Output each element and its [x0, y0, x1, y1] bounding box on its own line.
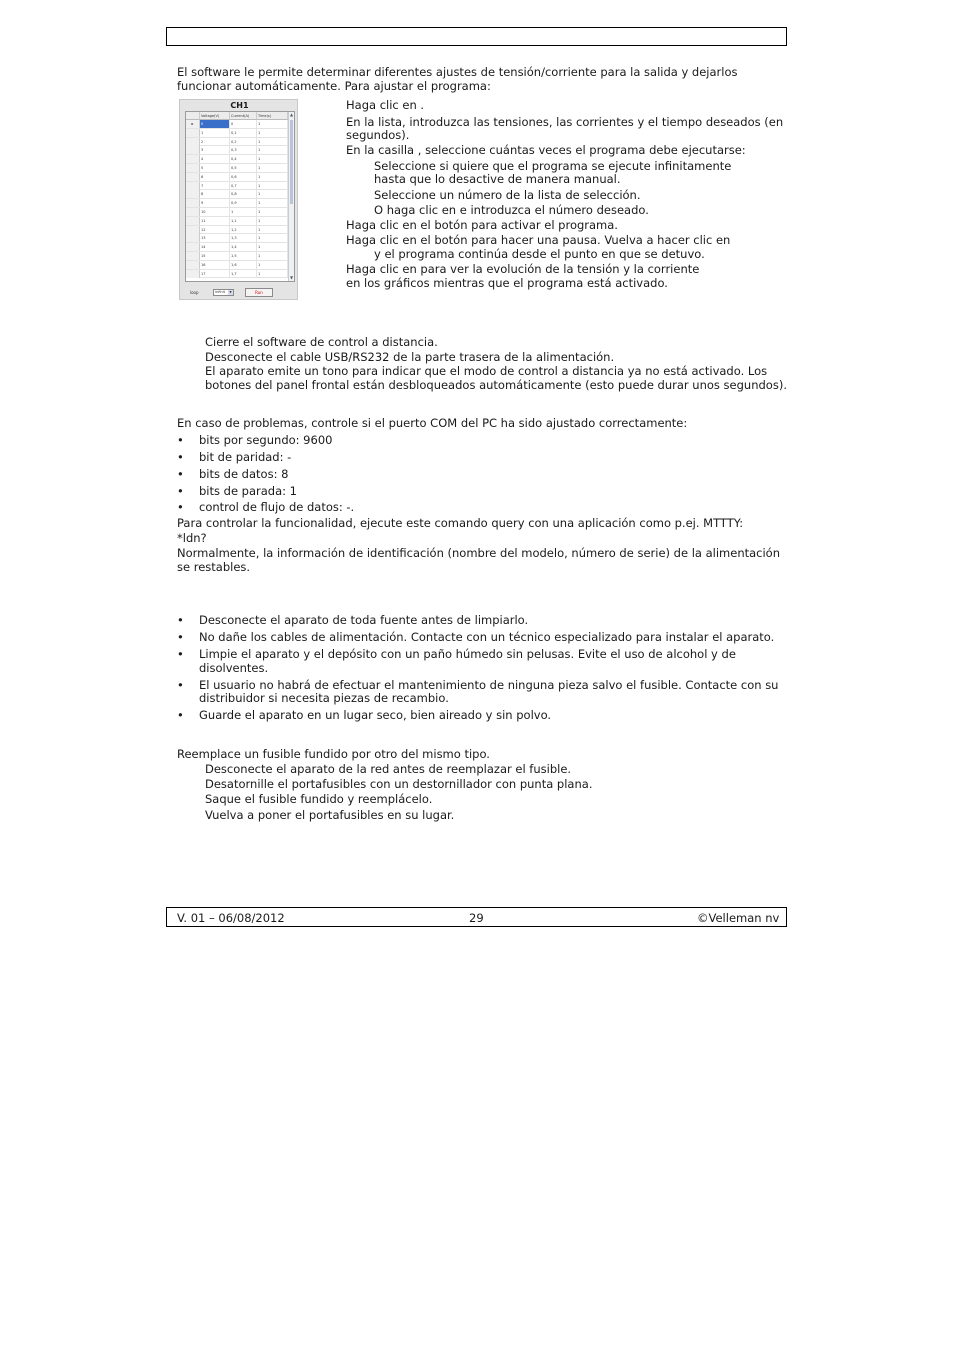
query-instruction: Para controlar la funcionalidad, ejecute este comando query con una aplicación como p.ej. MTTTY:: [177, 516, 744, 530]
table-row[interactable]: [186, 146, 288, 155]
com-setting-item: • bits por segundo: 9600: [199, 433, 332, 447]
table-row[interactable]: [186, 120, 288, 129]
maintenance-item-cont: distribuidor si necesita piezas de recambio.: [199, 691, 449, 705]
table-row[interactable]: [186, 217, 288, 226]
table-cell[interactable]: 1,7: [230, 270, 257, 278]
row-header[interactable]: [186, 129, 200, 137]
com-setting-item: • bits de parada: 1: [199, 484, 297, 498]
table-row[interactable]: [186, 252, 288, 261]
row-header[interactable]: [186, 190, 200, 198]
table-row[interactable]: [186, 208, 288, 217]
table-row[interactable]: [186, 261, 288, 270]
step-6-cont: en los gráficos mientras que el programa está activado.: [346, 276, 668, 290]
table-cell[interactable]: 1,3: [230, 234, 257, 242]
column-header-voltage: Voltage(V): [200, 112, 230, 120]
table-row[interactable]: [186, 173, 288, 182]
query-command: *ldn?: [177, 531, 207, 545]
table-cell[interactable]: 3: [200, 146, 230, 154]
row-header[interactable]: ▸: [186, 120, 200, 128]
table-cell[interactable]: 0,6: [230, 173, 257, 181]
table-cell[interactable]: 14: [200, 243, 230, 251]
intro-line-1: El software le permite determinar diferentes ajustes de tensión/corriente para la salida y dejarlos: [177, 65, 738, 79]
table-cell[interactable]: 7: [200, 182, 230, 190]
maintenance-item-cont: disolventes.: [199, 661, 269, 675]
table-cell[interactable]: 0,1: [230, 129, 257, 137]
com-setting-item: • bits de datos: 8: [199, 467, 288, 481]
scrollbar-thumb[interactable]: [290, 120, 293, 204]
table-cell[interactable]: 1,2: [230, 226, 257, 234]
table-cell[interactable]: 0,7: [230, 182, 257, 190]
table-cell[interactable]: 1: [200, 129, 230, 137]
table-cell[interactable]: 0,3: [230, 146, 257, 154]
chevron-down-icon[interactable]: ▼: [229, 290, 232, 294]
step-5: Haga clic en el botón para hacer una pausa. Vuelva a hacer clic en: [346, 233, 731, 247]
fuse-step-1: Desconecte el aparato de la red antes de reemplazar el fusible.: [205, 762, 572, 776]
footer-page-number: 29: [469, 911, 484, 925]
step-3a: Seleccione si quiere que el programa se ejecute infinitamente: [374, 159, 732, 173]
table-cell[interactable]: 8: [200, 190, 230, 198]
table-cell[interactable]: 1: [257, 120, 288, 128]
footer-copyright: ©Velleman nv: [697, 911, 780, 925]
row-header[interactable]: [186, 164, 200, 172]
table-cell[interactable]: 12: [200, 226, 230, 234]
table-cell[interactable]: 1: [257, 155, 288, 163]
scroll-down-icon[interactable]: ▼: [289, 275, 294, 280]
maintenance-item: • Limpie el aparato y el depósito con un paño húmedo sin pelusas. Evite el uso de alcohol y de: [199, 647, 736, 661]
program-table-screenshot: [179, 99, 298, 300]
table-cell[interactable]: 1: [257, 208, 288, 216]
com-setting-item: • control de flujo de datos: -.: [199, 500, 354, 514]
row-header[interactable]: [186, 146, 200, 154]
row-header[interactable]: [186, 199, 200, 207]
table-cell[interactable]: 1: [257, 217, 288, 225]
table-cell[interactable]: 1,4: [230, 243, 257, 251]
maintenance-item: • Guarde el aparato en un lugar seco, bien aireado y sin polvo.: [199, 708, 551, 722]
footer-version: V. 01 – 06/08/2012: [177, 911, 285, 925]
table-cell[interactable]: 1,6: [230, 261, 257, 269]
table-cell[interactable]: 1: [230, 208, 257, 216]
maintenance-item: • Desconecte el aparato de toda fuente antes de limpiarlo.: [199, 613, 528, 627]
step-5-cont: y el programa continúa desde el punto en que se detuvo.: [374, 247, 705, 261]
table-cell[interactable]: 0: [200, 120, 230, 128]
row-header[interactable]: [186, 155, 200, 163]
step-6: Haga clic en para ver la evolución de la tensión y la corriente: [346, 262, 700, 276]
table-cell[interactable]: 17: [200, 270, 230, 278]
exit-step-3-cont: botones del panel frontal están desbloqueados automáticamente (esto puede durar unos segundos).: [205, 378, 787, 392]
table-cell[interactable]: 1,5: [230, 252, 257, 260]
table-row[interactable]: [186, 234, 288, 243]
table-cell[interactable]: 1: [257, 164, 288, 172]
table-cell[interactable]: 0,4: [230, 155, 257, 163]
scroll-up-icon[interactable]: ▲: [289, 112, 294, 117]
loop-label: loop: [190, 290, 199, 295]
table-cell[interactable]: 1: [257, 226, 288, 234]
table-cell[interactable]: 0,9: [230, 199, 257, 207]
table-cell[interactable]: 1: [257, 173, 288, 181]
row-header[interactable]: [186, 252, 200, 260]
table-cell[interactable]: 1: [257, 252, 288, 260]
step-3a-cont: hasta que lo desactive de manera manual.: [374, 172, 621, 186]
table-cell[interactable]: 16: [200, 261, 230, 269]
com-setting-item: • bit de paridad: -: [199, 450, 291, 464]
table-cell[interactable]: 9: [200, 199, 230, 207]
row-header[interactable]: [186, 173, 200, 181]
table-cell[interactable]: 1: [257, 190, 288, 198]
row-header[interactable]: [186, 234, 200, 242]
table-row[interactable]: [186, 182, 288, 191]
exit-step-2: Desconecte el cable USB/RS232 de la parte trasera de la alimentación.: [205, 350, 615, 364]
table-cell[interactable]: 1: [257, 146, 288, 154]
exit-step-1: Cierre el software de control a distancia.: [205, 335, 438, 349]
query-result-line-2: se restables.: [177, 560, 251, 574]
loop-select[interactable]: [213, 289, 234, 296]
table-cell[interactable]: 1: [257, 182, 288, 190]
table-cell[interactable]: 4: [200, 155, 230, 163]
row-header[interactable]: [186, 270, 200, 278]
column-header-time: Time(s): [257, 112, 288, 120]
table-row[interactable]: [186, 129, 288, 138]
fuse-step-2: Desatornille el portafusibles con un destornillador con punta plana.: [205, 777, 593, 791]
troubleshoot-intro: En caso de problemas, controle si el puerto COM del PC ha sido ajustado correctamente:: [177, 416, 688, 430]
table-row[interactable]: [186, 164, 288, 173]
table-cell[interactable]: 1,1: [230, 217, 257, 225]
table-row[interactable]: [186, 270, 288, 279]
query-result-line-1: Normalmente, la información de identificación (nombre del modelo, número de serie) de la alimentación: [177, 546, 781, 560]
program-grid: [185, 111, 295, 282]
fuse-step-4: Vuelva a poner el portafusibles en su lugar.: [205, 808, 455, 822]
row-header[interactable]: [186, 261, 200, 269]
step-4: Haga clic en el botón para activar el programa.: [346, 218, 618, 232]
fuse-intro: Reemplace un fusible fundido por otro del mismo tipo.: [177, 747, 490, 761]
step-1: Haga clic en .: [346, 98, 425, 112]
table-cell[interactable]: 0,2: [230, 138, 257, 146]
loop-select-value: infinit: [215, 290, 225, 294]
row-header[interactable]: [186, 208, 200, 216]
table-cell[interactable]: 11: [200, 217, 230, 225]
exit-step-3: El aparato emite un tono para indicar que el modo de control a distancia ya no está activado. Los: [205, 364, 768, 378]
grid-scrollbar[interactable]: [288, 112, 294, 281]
step-2-cont: segundos).: [346, 128, 410, 142]
step-3b: Seleccione un número de la lista de selección.: [374, 188, 641, 202]
run-button[interactable]: Run: [245, 288, 273, 297]
row-header[interactable]: [186, 217, 200, 225]
table-cell[interactable]: 0: [230, 120, 257, 128]
table-cell[interactable]: 10: [200, 208, 230, 216]
table-row[interactable]: [186, 199, 288, 208]
table-cell[interactable]: 6: [200, 173, 230, 181]
maintenance-item: • El usuario no habrá de efectuar el mantenimiento de ninguna pieza salvo el fusible. Contacte con su: [199, 678, 778, 692]
table-cell[interactable]: 1: [257, 199, 288, 207]
row-header[interactable]: [186, 226, 200, 234]
table-cell[interactable]: 0,8: [230, 190, 257, 198]
table-cell[interactable]: 15: [200, 252, 230, 260]
step-3c: O haga clic en e introduzca el número deseado.: [374, 203, 649, 217]
table-cell[interactable]: 1: [257, 138, 288, 146]
table-row[interactable]: [186, 155, 288, 164]
channel-title: CH1: [230, 101, 249, 110]
fuse-step-3: Saque el fusible fundido y reemplácelo.: [205, 792, 433, 806]
table-cell[interactable]: 1: [257, 270, 288, 278]
table-cell[interactable]: 0,5: [230, 164, 257, 172]
table-cell[interactable]: 1: [257, 234, 288, 242]
table-row[interactable]: [186, 190, 288, 199]
column-header-current: Current(A): [230, 112, 257, 120]
header-box: [166, 27, 787, 46]
step-3: En la casilla , seleccione cuántas veces el programa debe ejecutarse:: [346, 143, 746, 157]
row-header[interactable]: [186, 243, 200, 251]
table-row[interactable]: [186, 226, 288, 235]
table-cell[interactable]: 1: [257, 129, 288, 137]
row-header[interactable]: [186, 182, 200, 190]
row-header-corner: [186, 112, 200, 120]
table-cell[interactable]: 1: [257, 243, 288, 251]
table-cell[interactable]: 1: [257, 261, 288, 269]
table-row[interactable]: [186, 243, 288, 252]
step-2: En la lista, introduzca las tensiones, las corrientes y el tiempo deseados (en: [346, 115, 784, 129]
table-row[interactable]: [186, 138, 288, 147]
maintenance-item: • No dañe los cables de alimentación. Contacte con un técnico especializado para instalar el aparato.: [199, 630, 774, 644]
row-header[interactable]: [186, 138, 200, 146]
intro-line-2: funcionar automáticamente. Para ajustar el programa:: [177, 79, 491, 93]
table-cell[interactable]: 5: [200, 164, 230, 172]
table-cell[interactable]: 13: [200, 234, 230, 242]
table-cell[interactable]: 2: [200, 138, 230, 146]
